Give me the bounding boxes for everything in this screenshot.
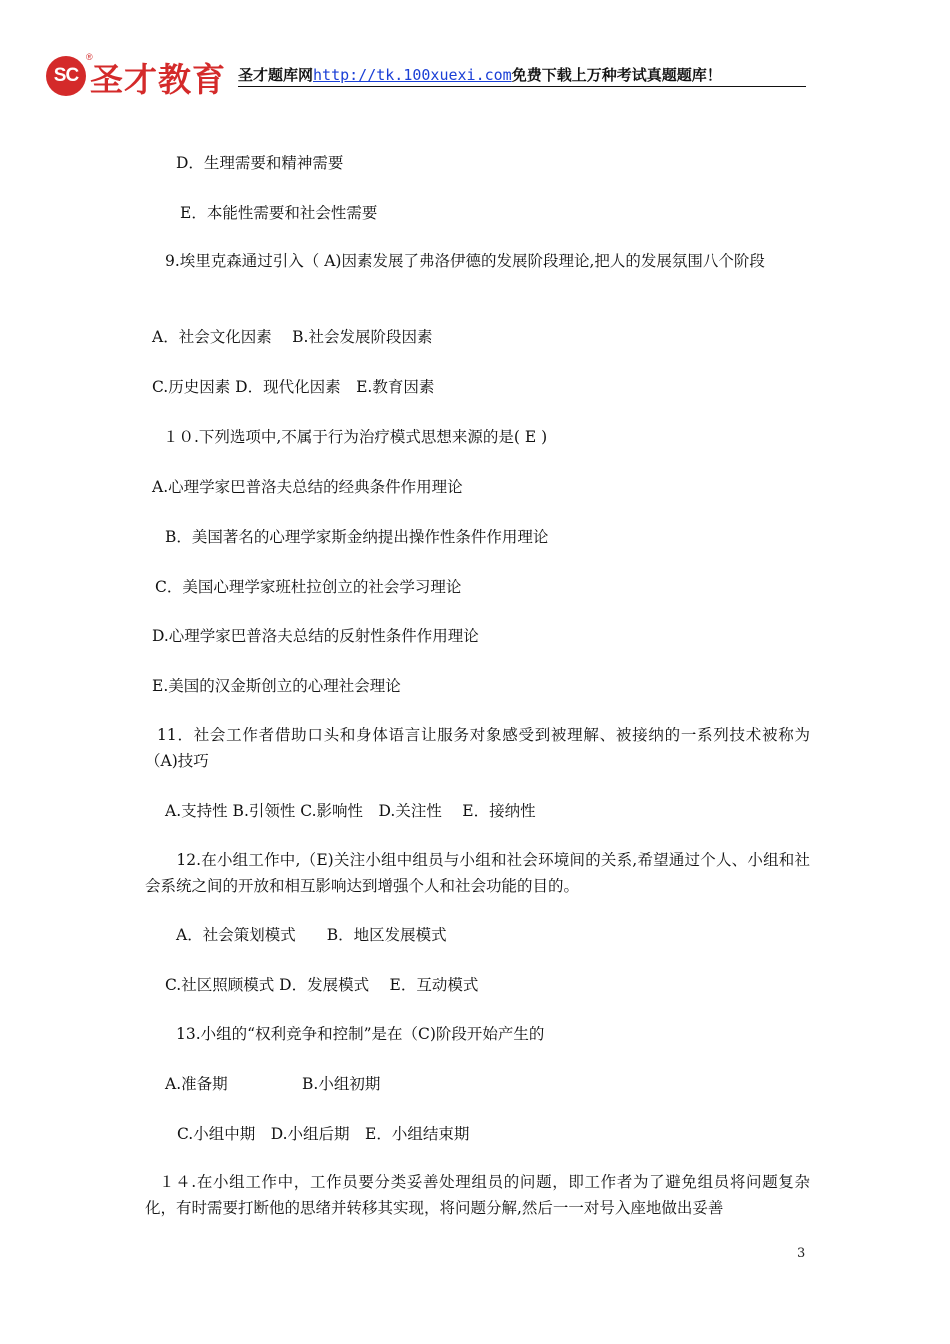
- logo-mark: SC: [46, 56, 86, 96]
- header-slogan: 免费下载上万种考试真题题库！: [511, 66, 722, 84]
- q12-options-cde: C.社区照顾模式 D．发展模式 E．互动模式: [165, 976, 479, 994]
- q13-option-b: B.小组初期: [302, 1075, 381, 1093]
- logo-text: 圣才教育: [90, 60, 226, 99]
- q14-question: １４.在小组工作中，工作员要分类妥善处理组员的问题，即工作者为了避免组员将问题复杂化，有时需要打断他的思绪并转移其实现，将问题分解,然后一一对号入座地做出妥善: [145, 1173, 810, 1217]
- q10-question: １０.下列选项中,不属于行为治疗模式思想来源的是( E ): [163, 428, 548, 446]
- q10-option-e: E.美国的汉金斯创立的心理社会理论: [152, 677, 401, 695]
- q9-options-ab: A．社会文化因素 B.社会发展阶段因素: [152, 328, 433, 346]
- q10-option-a: A.心理学家巴普洛夫总结的经典条件作用理论: [152, 478, 463, 496]
- q13-question: 13.小组的“权利竞争和控制”是在（C)阶段开始产生的: [176, 1025, 545, 1043]
- q13-option-a: A.准备期: [165, 1075, 228, 1093]
- site-url-link[interactable]: http://tk.100xuexi.com: [313, 66, 512, 84]
- q13-options-cde: C.小组中期 D.小组后期 E．小组结束期: [177, 1125, 470, 1143]
- q8-option-e: E．本能性需要和社会性需要: [180, 204, 378, 222]
- q12-options-ab: A．社会策划模式 B．地区发展模式: [176, 926, 447, 944]
- site-name: 圣才题库网: [238, 66, 314, 84]
- q12-question: 12.在小组工作中,（E)关注小组中组员与小组和社会环境间的关系,希望通过个人、小组和社会系统之间的开放和相互影响达到增强个人和社会功能的目的。: [145, 851, 810, 895]
- page-number: 3: [797, 1246, 806, 1261]
- q11-options: A.支持性 B.引领性 C.影响性 D.关注性 E．接纳性: [165, 802, 536, 820]
- q10-option-d: D.心理学家巴普洛夫总结的反射性条件作用理论: [152, 627, 479, 645]
- q11-question: 11．社会工作者借助口头和身体语言让服务对象感受到被理解、被接纳的一系列技术被称为（A)技巧: [145, 726, 810, 770]
- q10-option-c: C．美国心理学家班杜拉创立的社会学习理论: [155, 578, 462, 596]
- registered-mark: ®: [86, 52, 93, 62]
- q9-options-cde: C.历史因素 D．现代化因素 E.教育因素: [152, 378, 435, 396]
- q10-option-b: B．美国著名的心理学家斯金纳提出操作性条件作用理论: [165, 528, 549, 546]
- q9-question: 9.埃里克森通过引入（ A)因素发展了弗洛伊德的发展阶段理论,把人的发展氛围八个阶段: [165, 252, 765, 270]
- q8-option-d: D．生理需要和精神需要: [176, 154, 344, 172]
